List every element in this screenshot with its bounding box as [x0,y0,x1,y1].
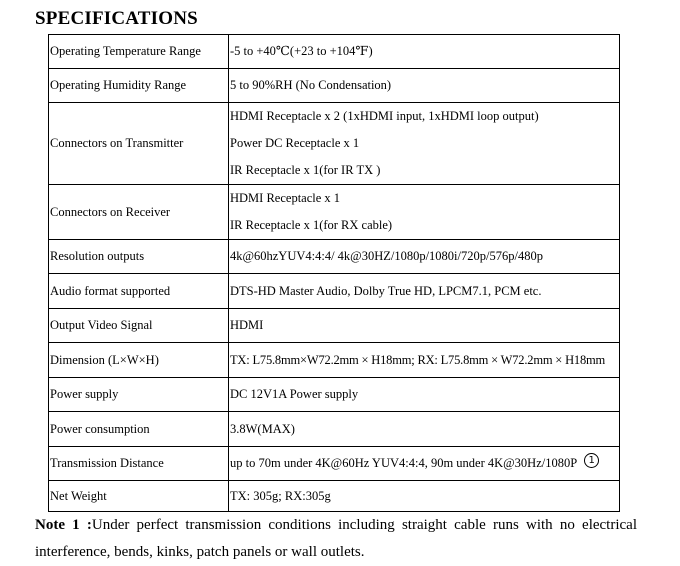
footnote [35,512,637,566]
spec-value [229,69,620,103]
value-text: up to 70m under 4K@60Hz YUV4:4:4, 90m under 4K@30Hz/1080P [230,455,578,470]
table-row [49,481,620,512]
table-row [49,447,620,481]
spec-label: Power consumption [49,412,229,447]
table-row [49,185,620,240]
spec-value [229,309,620,343]
table-row [49,35,620,69]
value-line: HDMI [230,318,264,332]
value-line: -5 to +40℃(+23 to +104℉) [230,44,373,58]
value-line: DTS-HD Master Audio, Dolby True HD, LPCM7.1, PCM etc. [230,283,542,298]
table-row [49,343,620,378]
footnote-marker: 1 [584,453,599,468]
table-row [49,69,620,103]
spec-label: Transmission Distance [49,447,229,481]
spec-value [229,343,620,378]
value-line: HDMI Receptacle x 2 (1xHDMI input, 1xHDMI loop output) [230,109,539,123]
spec-label: Connectors on Transmitter [49,103,229,185]
spec-label: Audio format supported [49,274,229,309]
spec-value [229,185,620,240]
table-row [49,240,620,274]
value-line [230,451,619,477]
table-row [49,378,620,412]
spec-value [229,447,620,481]
footnote-text: Under perfect transmission conditions including straight cable runs with no electrical interference, bends, kinks, patch panels or wall outlets. [35,517,637,560]
value-line: 3.8W(MAX) [230,421,295,436]
value-line: IR Receptacle x 1(for IR TX ) [230,163,381,177]
spec-label: Output Video Signal [49,309,229,343]
value-line: DC 12V1A Power supply [230,387,359,401]
value-line: 4k@60hzYUV4:4:4/ 4k@30HZ/1080p/1080i/720p/576p/480p [230,249,543,263]
spec-value [229,378,620,412]
value-line: TX: 305g; RX:305g [230,488,331,503]
spec-label: Net Weight [49,481,229,512]
spec-value [229,412,620,447]
value-line: 5 to 90%RH (No Condensation) [230,78,392,92]
spec-value [229,35,620,69]
spec-value [229,274,620,309]
table-row [49,274,620,309]
spec-label: Connectors on Receiver [49,185,229,240]
value-line: TX: L75.8mm×W72.2mm × H18mm; RX: L75.8mm × W72.2mm × H18mm [230,352,606,367]
table-row [49,103,620,185]
page-heading: SPECIFICATIONS [35,8,198,29]
spec-label: Operating Temperature Range [49,35,229,69]
value-line: IR Receptacle x 1(for RX cable) [230,218,393,232]
spec-value [229,481,620,512]
spec-value [229,240,620,274]
table-row [49,412,620,447]
spec-label: Dimension (L×W×H) [49,343,229,378]
footnote-prefix: Note 1 : [35,517,92,533]
spec-label: Operating Humidity Range [49,69,229,103]
spec-label: Resolution outputs [49,240,229,274]
spec-value [229,103,620,185]
value-line: Power DC Receptacle x 1 [230,136,360,150]
table-row [49,309,620,343]
spec-label: Power supply [49,378,229,412]
value-line: HDMI Receptacle x 1 [230,191,341,205]
specifications-table [48,34,620,512]
